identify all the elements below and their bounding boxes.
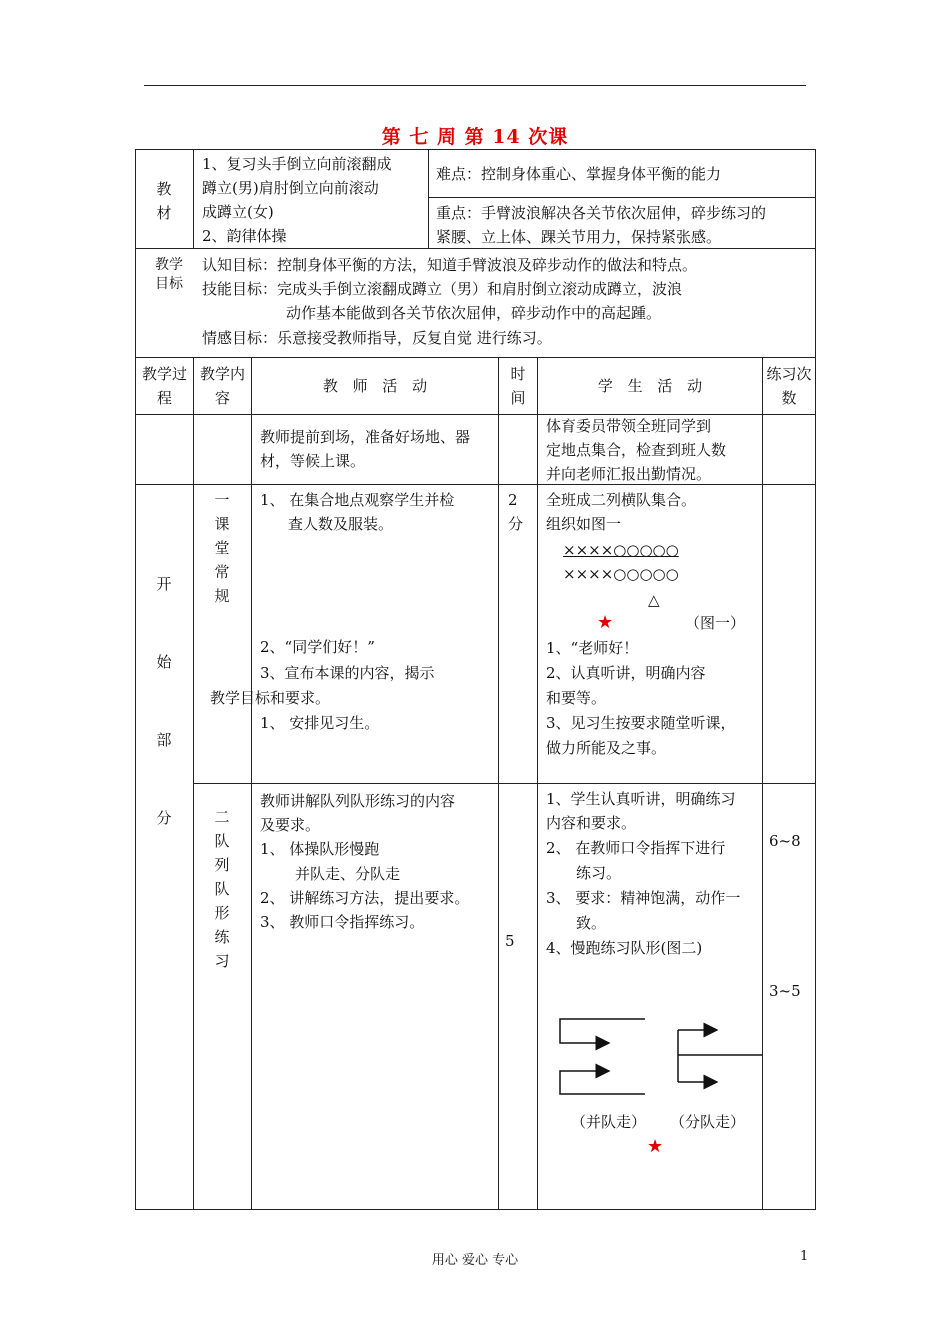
- star-icon: ★: [597, 612, 614, 633]
- objectives-label: 教学目标: [155, 257, 183, 292]
- start-teacher-line: 1、 在集合地点观察学生并检: [260, 491, 455, 509]
- start-student-line: 全班成二列横队集合。: [546, 491, 697, 509]
- material-line: 成蹲立(女): [202, 203, 274, 221]
- drill-count: 6~8: [769, 832, 801, 850]
- drill-student-line: 2、 在教师口令指挥下进行: [546, 839, 726, 857]
- page-title: 第 七 周 第 14 次课: [381, 126, 569, 148]
- key-point-line: 紧腰、立上体、踝关节用力，保持紧张感。: [436, 228, 722, 246]
- objective-line: 动作基本能做到各关节依次屈伸，碎步动作中的高起踵。: [286, 304, 662, 322]
- start-student-line: 3、见习生按要求随堂听课，: [546, 714, 736, 732]
- drill-student-line: 内容和要求。: [546, 814, 637, 832]
- start-time: 2分: [508, 491, 524, 533]
- start-student-line: 组织如图一: [546, 515, 622, 533]
- col-header-content: 教学内容: [199, 365, 245, 407]
- start-student-line: 和要等。: [546, 689, 607, 707]
- start-teacher-line: 2、“同学们好！”: [260, 638, 375, 656]
- figure-one-caption: （图一）: [685, 614, 746, 632]
- formation-row: ××××○○○○○: [563, 565, 679, 583]
- material-line: 蹲立(男)肩肘倒立向前滚动: [202, 179, 379, 197]
- start-teacher-line: 1、 安排见习生。: [260, 714, 380, 732]
- prep-teacher-line: 教师提前到场，准备好场地、器: [260, 428, 471, 446]
- start-student-line: 做力所能及之事。: [546, 739, 667, 757]
- figure-label-merge: （并队走）: [571, 1113, 647, 1131]
- drill-student-line: 4、慢跑练习队形(图二): [546, 939, 703, 957]
- drill-teacher-line: 教师讲解队列队形练习的内容: [260, 792, 456, 810]
- start-student-line: 1、“老师好！: [546, 639, 639, 657]
- teacher-position-symbol: △: [648, 591, 660, 609]
- drill-teacher-line: 并队走、分队走: [295, 865, 401, 883]
- prep-student-line: 体育委员带领全班同学到: [546, 417, 712, 435]
- drill-time: 5: [505, 932, 515, 950]
- drill-student-line: 致。: [576, 914, 607, 932]
- prep-student-line: 并向老师汇报出勤情况。: [546, 465, 712, 483]
- drill-teacher-line: 3、 教师口令指挥练习。: [260, 913, 425, 931]
- drill-teacher-line: 1、 体操队形慢跑: [260, 840, 380, 858]
- start-teacher-line: 查人数及服装。: [288, 515, 394, 533]
- col-header-teacher: 教 师 活 动: [322, 377, 428, 395]
- page-number: 1: [800, 1249, 809, 1264]
- col-header-process: 教学过程: [141, 365, 187, 407]
- start-student-line: 2、认真听讲，明确内容: [546, 664, 706, 682]
- difficulty-text: 难点：控制身体重心、掌握身体平衡的能力: [436, 165, 722, 183]
- objective-line: 技能目标：完成头手倒立滚翻成蹲立（男）和肩肘倒立滚动成蹲立，波浪: [202, 280, 683, 298]
- formation-row: ××××○○○○○: [563, 541, 679, 559]
- material-line: 2、韵律体操: [202, 227, 287, 245]
- drill-student-line: 1、学生认真听讲，明确练习: [546, 790, 736, 808]
- drill-teacher-line: 2、 讲解练习方法，提出要求。: [260, 889, 470, 907]
- header-rule: [144, 85, 806, 86]
- col-header-time: 时间: [510, 365, 526, 407]
- drill-teacher-line: 及要求。: [260, 816, 321, 834]
- prep-student-line: 定地点集合，检查到班人数: [546, 441, 727, 459]
- drill-content-label: 二队列队形练习: [214, 808, 230, 970]
- figure-label-split: （分队走）: [670, 1113, 746, 1131]
- start-teacher-line: 3、宣布本课的内容，揭示: [260, 664, 435, 682]
- split-walk-diagram: [678, 1030, 762, 1082]
- material-label: 教 材: [156, 180, 172, 222]
- objective-line: 情感目标：乐意接受教师指导，反复自觉 进行练习。: [202, 329, 552, 347]
- section-start-label: 开始部分: [156, 575, 172, 827]
- drill-student-line: 3、 要求：精神饱满，动作一: [546, 889, 741, 907]
- routine-content-label: 一课堂常规: [214, 491, 230, 605]
- drill-count: 3~5: [769, 982, 801, 1000]
- merge-walk-diagram: [560, 1019, 645, 1094]
- start-teacher-line: 教学目标和要求。: [210, 689, 331, 707]
- col-header-student: 学 生 活 动: [597, 377, 703, 395]
- star-icon: ★: [647, 1136, 664, 1157]
- drill-student-line: 练习。: [576, 864, 622, 882]
- prep-teacher-line: 材，等候上课。: [260, 452, 366, 470]
- footer-text: 用心 爱心 专心: [431, 1253, 519, 1268]
- objective-line: 认知目标：控制身体平衡的方法，知道手臂波浪及碎步动作的做法和特点。: [202, 256, 698, 274]
- key-point-line: 重点：手臂波浪解决各关节依次屈伸，碎步练习的: [436, 204, 767, 222]
- material-line: 1、复习头手倒立向前滚翻成: [202, 155, 392, 173]
- col-header-count: 练习次数: [766, 365, 812, 407]
